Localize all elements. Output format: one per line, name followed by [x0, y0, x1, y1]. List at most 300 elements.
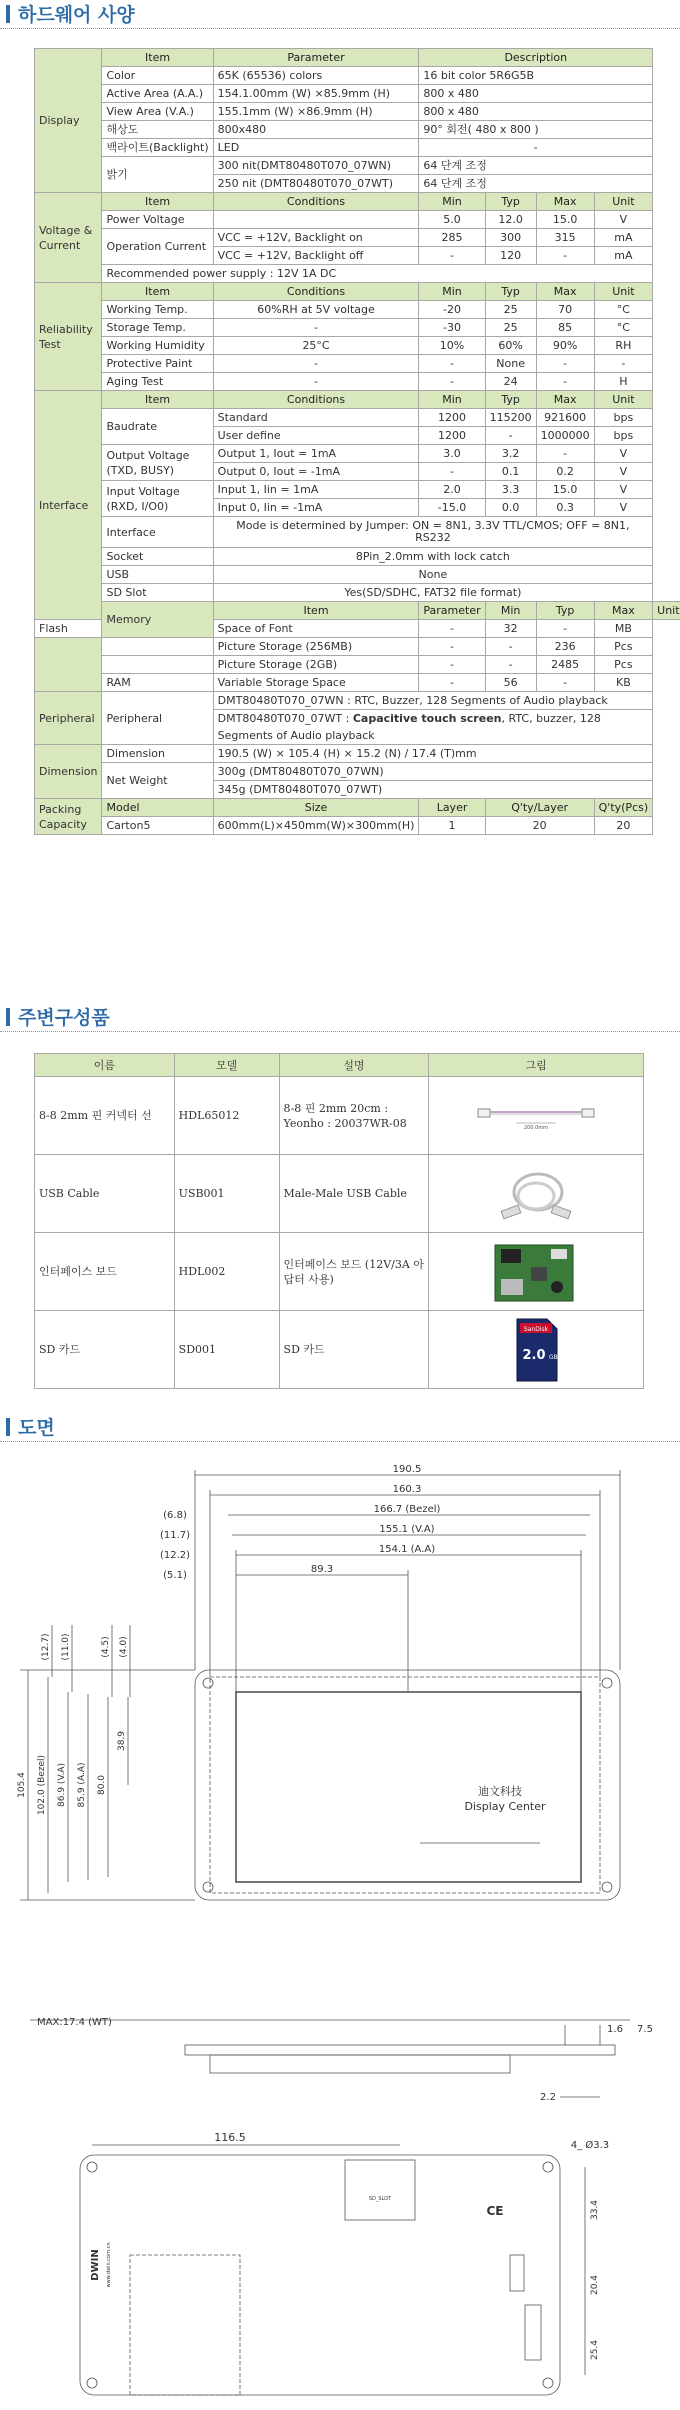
table-row [35, 157, 680, 175]
col-model: Model [102, 799, 213, 817]
dim-label: 155.1 (V.A) [379, 1524, 435, 1535]
cell: None [213, 566, 652, 584]
cell: - [419, 247, 485, 265]
table-row [35, 638, 680, 656]
cell: 285 [419, 229, 485, 247]
cell: 300 [485, 229, 536, 247]
table-row [35, 337, 680, 355]
cell: RAM [102, 674, 213, 692]
cell: H [594, 373, 653, 391]
cell: Protective Paint [102, 355, 213, 373]
cell: 25 [485, 319, 536, 337]
accessory-model: HDL002 [174, 1233, 279, 1311]
cell: Input Voltage (RXD, I/O0) [102, 481, 213, 517]
sd-size-label: 2.0 [522, 1347, 546, 1363]
dim-label: (5.1) [163, 1570, 187, 1581]
cell: Pcs [594, 656, 653, 674]
dim-label: (4.5) [101, 1636, 111, 1658]
cell: -30 [419, 319, 485, 337]
front-outline [195, 1670, 620, 1900]
cell: 20 [594, 817, 653, 835]
col-model: 모델 [174, 1054, 279, 1077]
list-item [35, 1233, 644, 1311]
list-item [35, 1311, 644, 1389]
cell: - [213, 355, 419, 373]
divider [0, 1441, 680, 1442]
divider [0, 28, 680, 29]
dim-label: (6.8) [163, 1510, 187, 1521]
cell: Recommended power supply : 12V 1A DC [102, 265, 653, 283]
cell: 5.0 [419, 211, 485, 229]
interface-header-row [35, 391, 680, 409]
cell: SD Slot [102, 584, 213, 602]
divider [0, 1031, 680, 1032]
accessory-name: 8-8 2mm 핀 커넥터 선 [35, 1077, 175, 1155]
cell: - [419, 139, 653, 157]
col-parameter: Parameter [419, 602, 485, 620]
dim-label: 154.1 (A.A) [378, 1544, 436, 1555]
cell: - [536, 620, 594, 638]
table-row [35, 211, 680, 229]
drawing-section-title [6, 1413, 55, 1440]
col-conditions: Conditions [213, 283, 419, 301]
cell: - [419, 674, 485, 692]
cell: V [594, 499, 653, 517]
cell: mA [594, 247, 653, 265]
sd-unit-label: GB [549, 1353, 558, 1361]
cable-length-label: 200.0mm [524, 1124, 549, 1131]
accessory-model: SD001 [174, 1311, 279, 1389]
cell: Input 0, Iin = -1mA [213, 499, 419, 517]
cell: LED [213, 139, 419, 157]
dim-label: 105.4 [17, 1772, 27, 1798]
group-peripheral: Peripheral [35, 692, 102, 745]
cell: 12.0 [485, 211, 536, 229]
dim-label: 85.9 (A.A) [77, 1762, 87, 1808]
cell: Flash [35, 620, 102, 638]
dim-label: 86.9 (V.A) [57, 1763, 67, 1807]
cell: 154.1.00mm (W) ×85.9mm (H) [213, 85, 419, 103]
cell: - [419, 656, 485, 674]
cell: 해상도 [102, 121, 213, 139]
brand-label: DWIN [90, 2249, 101, 2281]
dim-label: 2.2 [540, 2092, 556, 2103]
cell: - [536, 674, 594, 692]
table-row [35, 674, 680, 692]
drawing-title-text: 도면 [18, 1417, 55, 1439]
table-row [35, 265, 680, 283]
technical-drawing [0, 1465, 680, 2405]
cell: 60% [485, 337, 536, 355]
cell: RH [594, 337, 653, 355]
accessories-header-row [35, 1054, 644, 1077]
cell: 25 [485, 301, 536, 319]
cell: User define [213, 427, 419, 445]
accessory-picture [429, 1233, 644, 1311]
dim-label: 190.5 [392, 1465, 422, 1475]
cell: Pcs [594, 638, 653, 656]
cell: 8Pin_2.0mm with lock catch [213, 548, 652, 566]
cell: 32 [485, 620, 536, 638]
cell: - [419, 355, 485, 373]
col-desc: 설명 [279, 1054, 429, 1077]
cell: Carton5 [102, 817, 213, 835]
list-item [35, 1155, 644, 1233]
ce-mark: CE [486, 2204, 504, 2218]
cell: Aging Test [102, 373, 213, 391]
cell: Power Voltage [102, 211, 213, 229]
col-item: Item [102, 49, 213, 67]
col-max: Max [536, 391, 594, 409]
cell: - [213, 319, 419, 337]
cell: 64 단계 조정 [419, 175, 653, 193]
cell: 2485 [536, 656, 594, 674]
cell: Output Voltage (TXD, BUSY) [102, 445, 213, 481]
cell: Color [102, 67, 213, 85]
cell: °C [594, 319, 653, 337]
col-max: Max [536, 193, 594, 211]
cell: Standard [213, 409, 419, 427]
dim-label: (4.0) [119, 1636, 129, 1658]
table-row [35, 139, 680, 157]
dim-label: 116.5 [214, 2131, 246, 2144]
cell: Picture Storage (2GB) [213, 656, 419, 674]
cell: Active Area (A.A.) [102, 85, 213, 103]
cell: 90% [536, 337, 594, 355]
table-row [35, 584, 680, 602]
reliability-header-row [35, 283, 680, 301]
accessory-desc: 인터페이스 보드 (12V/3A 아답터 사용) [279, 1233, 429, 1311]
cell: - [419, 620, 485, 638]
cell: - [213, 373, 419, 391]
cell: °C [594, 301, 653, 319]
table-row [35, 121, 680, 139]
dim-label: 25.4 [590, 2339, 600, 2361]
cell: 120 [485, 247, 536, 265]
cell: 20 [485, 817, 594, 835]
group-reliability: Reliability Test [35, 283, 102, 391]
title-bar-icon [6, 1008, 10, 1026]
group-memory-cont [35, 638, 102, 692]
cell: 0.0 [485, 499, 536, 517]
cell: bps [594, 427, 653, 445]
cell: V [594, 445, 653, 463]
cell: 236 [536, 638, 594, 656]
col-min: Min [419, 193, 485, 211]
col-qty-layer: Q'ty/Layer [485, 799, 594, 817]
cell: 3.3 [485, 481, 536, 499]
col-unit: Unit [594, 283, 653, 301]
cell: 60%RH at 5V voltage [213, 301, 419, 319]
col-qty-pcs: Q'ty(Pcs) [594, 799, 653, 817]
cell: 800 x 480 [419, 85, 653, 103]
list-item [35, 1077, 644, 1155]
accessory-desc: SD 카드 [279, 1311, 429, 1389]
cell: Socket [102, 548, 213, 566]
accessory-name: USB Cable [35, 1155, 175, 1233]
cell: Variable Storage Space [213, 674, 419, 692]
cell [213, 710, 652, 728]
table-row [35, 656, 680, 674]
col-typ: Typ [485, 193, 536, 211]
table-row [35, 229, 680, 247]
table-row [35, 517, 680, 548]
board-icon [491, 1239, 581, 1305]
col-name: 이름 [35, 1054, 175, 1077]
cell: Mode is determined by Jumper: ON = 8N1, 3.3V TTL/CMOS; OFF = 8N1, RS232 [213, 517, 652, 548]
col-min: Min [419, 283, 485, 301]
cell: 921600 [536, 409, 594, 427]
cell: Picture Storage (256MB) [213, 638, 419, 656]
col-picture: 그림 [429, 1054, 644, 1077]
usb-cable-icon [496, 1162, 576, 1226]
logo-cn: 迪文科技 [478, 1785, 522, 1798]
bezel-outline [210, 1677, 600, 1893]
cable-icon [476, 1101, 596, 1131]
col-unit: Unit [594, 193, 653, 211]
cell: 85 [536, 319, 594, 337]
dim-label: 160.3 [392, 1484, 422, 1495]
cell: 800x480 [213, 121, 419, 139]
group-dimension: Dimension [35, 745, 102, 799]
dim-label: MAX:17.4 (WT) [37, 2017, 112, 2028]
cell: - [536, 373, 594, 391]
screen-outline [236, 1692, 581, 1882]
dim-label: 80.0 [97, 1774, 107, 1796]
cell: Dimension [102, 745, 213, 763]
cell: Output 0, Iout = -1mA [213, 463, 419, 481]
url-label: www.dwin.com.cn [106, 2242, 112, 2288]
dim-label: (11.7) [159, 1530, 191, 1541]
cell [102, 638, 213, 656]
col-item: Item [102, 283, 213, 301]
accessory-name: 인터페이스 보드 [35, 1233, 175, 1311]
col-unit: Unit [594, 391, 653, 409]
title-bar-icon [6, 1418, 10, 1436]
cell: 70 [536, 301, 594, 319]
dim-label: 4_ Ø3.3 [570, 2140, 610, 2151]
dim-label: 7.5 [637, 2024, 653, 2035]
cell: 25°C [213, 337, 419, 355]
cell: 15.0 [536, 211, 594, 229]
table-row [35, 799, 680, 817]
table-row [35, 103, 680, 121]
cell: - [485, 427, 536, 445]
display-header-row [35, 49, 680, 67]
table-row [35, 763, 680, 781]
table-row [35, 817, 680, 835]
accessories-table [34, 1053, 644, 1389]
cell: 800 x 480 [419, 103, 653, 121]
accessory-picture [429, 1155, 644, 1233]
cell: mA [594, 229, 653, 247]
hardware-section-title [6, 0, 135, 27]
cell: 백라이트(Backlight) [102, 139, 213, 157]
cell: Working Humidity [102, 337, 213, 355]
group-display: Display [35, 49, 102, 193]
cell: - [419, 373, 485, 391]
col-item: Item [213, 602, 419, 620]
group-memory: Memory [102, 602, 213, 638]
cell: KB [594, 674, 653, 692]
cell: Space of Font [213, 620, 419, 638]
cell: 56 [485, 674, 536, 692]
dim-label: 33.4 [590, 2199, 600, 2221]
accessory-picture [429, 1077, 644, 1155]
chip-label: SD_SLOT [368, 2196, 392, 2202]
cell: Output 1, Iout = 1mA [213, 445, 419, 463]
col-conditions: Conditions [213, 193, 419, 211]
cell: Net Weight [102, 763, 213, 799]
peripheral-rest: , RTC, buzzer, 128 [501, 712, 601, 725]
cell: 15.0 [536, 481, 594, 499]
table-row [35, 85, 680, 103]
group-interface: Interface [35, 391, 102, 620]
cell: -15.0 [419, 499, 485, 517]
col-typ: Typ [485, 283, 536, 301]
cell: View Area (V.A.) [102, 103, 213, 121]
accessory-model: HDL65012 [174, 1077, 279, 1155]
cell: 1 [419, 817, 485, 835]
table-row [35, 67, 680, 85]
cell: 90° 회전( 480 x 800 ) [419, 121, 653, 139]
col-layer: Layer [419, 799, 485, 817]
dim-label: (11.0) [61, 1633, 71, 1661]
col-min: Min [485, 602, 536, 620]
table-row [35, 355, 680, 373]
cell: - [594, 355, 653, 373]
table-row [35, 319, 680, 337]
cell: 0.3 [536, 499, 594, 517]
cell [102, 656, 213, 674]
voltage-header-row [35, 193, 680, 211]
dim-label: 1.6 [607, 2024, 623, 2035]
cell: 10% [419, 337, 485, 355]
cell: 65K (65536) colors [213, 67, 419, 85]
table-row [35, 692, 680, 710]
cell: 1200 [419, 427, 485, 445]
accessory-model: USB001 [174, 1155, 279, 1233]
cell: Baudrate [102, 409, 213, 445]
accessories-title-text: 주변구성품 [18, 1007, 110, 1029]
table-row [35, 566, 680, 584]
cell: 밝기 [102, 157, 213, 193]
table-row [35, 373, 680, 391]
dim-label: 166.7 (Bezel) [373, 1504, 441, 1515]
cell: Peripheral [102, 692, 213, 745]
group-voltage: Voltage & Current [35, 193, 102, 283]
cell: Segments of Audio playback [213, 727, 652, 745]
cell: - [536, 445, 594, 463]
col-max: Max [594, 602, 653, 620]
cell: 24 [485, 373, 536, 391]
cell: 2.0 [419, 481, 485, 499]
cell: 1200 [419, 409, 485, 427]
cell: Yes(SD/SDHC, FAT32 file format) [213, 584, 652, 602]
logo-en: Display Center [464, 1800, 546, 1813]
cell [213, 211, 419, 229]
cell: 600mm(L)×450mm(W)×300mm(H) [213, 817, 419, 835]
cell: bps [594, 409, 653, 427]
col-unit: Unit [653, 602, 680, 620]
cell: Input 1, Iin = 1mA [213, 481, 419, 499]
table-row [35, 745, 680, 763]
col-item: Item [102, 193, 213, 211]
cell: - [536, 355, 594, 373]
accessory-name: SD 카드 [35, 1311, 175, 1389]
cell: Working Temp. [102, 301, 213, 319]
cell: None [485, 355, 536, 373]
cell: -20 [419, 301, 485, 319]
cell: Operation Current [102, 229, 213, 265]
cell: VCC = +12V, Backlight on [213, 229, 419, 247]
cell: - [419, 638, 485, 656]
cell: 1000000 [536, 427, 594, 445]
cell: DMT80480T070_07WN : RTC, Buzzer, 128 Segments of Audio playback [213, 692, 652, 710]
cell: 115200 [485, 409, 536, 427]
cell: Storage Temp. [102, 319, 213, 337]
cell: - [536, 247, 594, 265]
cell: MB [594, 620, 653, 638]
cell: V [594, 463, 653, 481]
cell: 64 단계 조정 [419, 157, 653, 175]
group-packing: Packing Capacity [35, 799, 102, 835]
cell: - [485, 656, 536, 674]
cell: V [594, 211, 653, 229]
cell: 315 [536, 229, 594, 247]
hardware-title-text: 하드웨어 사양 [18, 4, 135, 26]
cell: V [594, 481, 653, 499]
cell: 250 nit (DMT80480T070_07WT) [213, 175, 419, 193]
cell: 3.2 [485, 445, 536, 463]
table-row [35, 445, 680, 463]
cell: - [485, 638, 536, 656]
cell: 3.0 [419, 445, 485, 463]
col-typ: Typ [485, 391, 536, 409]
cell: Interface [102, 517, 213, 548]
sd-brand-label: SanDisk [524, 1325, 549, 1333]
cell: 300 nit(DMT80480T070_07WN) [213, 157, 419, 175]
col-description: Description [419, 49, 653, 67]
cell: 155.1mm (W) ×86.9mm (H) [213, 103, 419, 121]
dim-label: 20.4 [590, 2274, 600, 2296]
cell: 345g (DMT80480T070_07WT) [213, 781, 652, 799]
col-min: Min [419, 391, 485, 409]
dim-label: (12.2) [159, 1550, 191, 1561]
memory-header-row [35, 602, 680, 620]
cell: 16 bit color 5R6G5B [419, 67, 653, 85]
title-bar-icon [6, 5, 10, 23]
col-conditions: Conditions [213, 391, 419, 409]
accessory-picture [429, 1311, 644, 1389]
cell: - [419, 463, 485, 481]
table-row [35, 548, 680, 566]
back-outline [80, 2155, 560, 2395]
dim-label: (12.7) [41, 1633, 51, 1661]
col-max: Max [536, 283, 594, 301]
peripheral-touch: Capacitive touch screen [352, 712, 502, 725]
accessories-section-title [6, 1003, 110, 1030]
peripheral-model: DMT80480T070_07WT : [217, 712, 353, 725]
accessory-desc: 8-8 핀 2mm 20cm : Yeonho : 20037WR-08 [279, 1077, 429, 1155]
sd-card-icon [511, 1315, 561, 1385]
spec-table [34, 48, 680, 835]
table-row [35, 301, 680, 319]
accessory-desc: Male-Male USB Cable [279, 1155, 429, 1233]
col-size: Size [213, 799, 419, 817]
dim-label: 102.0 (Bezel) [37, 1754, 47, 1816]
dim-label: 38.9 [117, 1730, 127, 1752]
